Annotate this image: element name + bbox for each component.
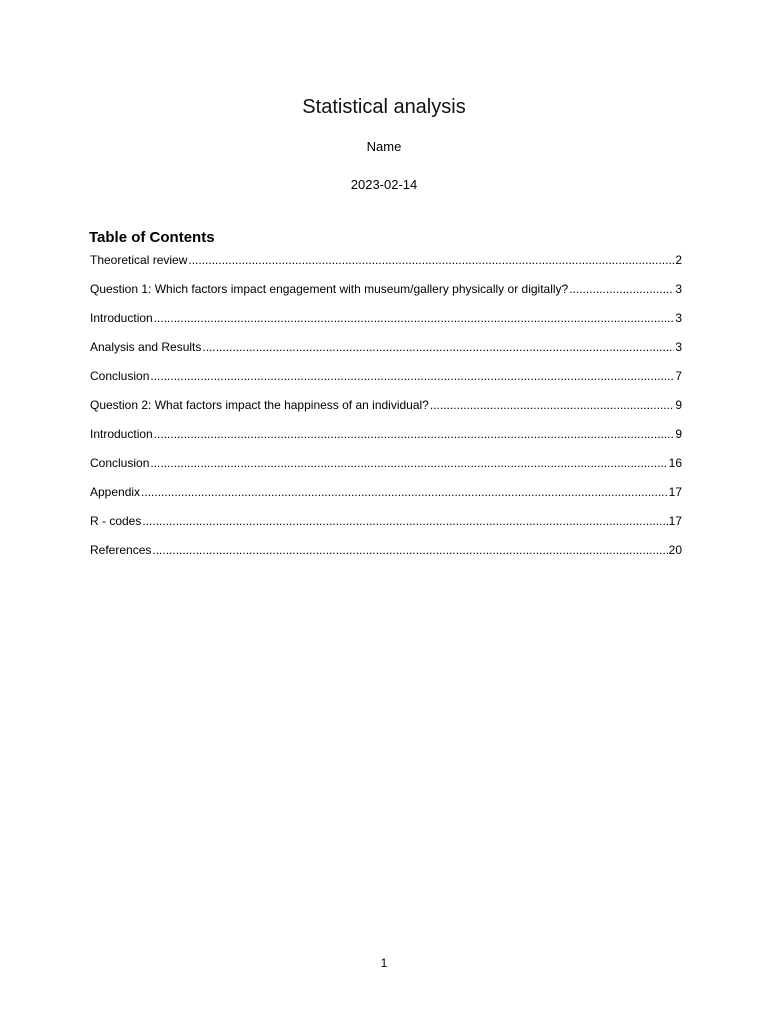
toc-dot-leader (188, 252, 674, 268)
toc-entry-label: Introduction (90, 427, 153, 441)
toc-entry-page: 3 (675, 311, 682, 325)
toc-entry-theoretical-review[interactable] (90, 252, 682, 281)
toc-dot-leader (150, 368, 674, 384)
toc-entry-page: 3 (675, 340, 682, 354)
toc-dot-leader (154, 426, 675, 442)
document-title: Statistical analysis (302, 96, 466, 118)
toc-entry-references[interactable] (90, 542, 682, 571)
toc-entry-question-2[interactable] (90, 397, 682, 426)
author-name: Name (366, 139, 402, 154)
toc-dot-leader (569, 281, 674, 297)
toc-entry-r-codes[interactable] (90, 513, 682, 542)
toc-entry-conclusion-1[interactable] (90, 368, 682, 397)
toc-entry-page: 9 (675, 427, 682, 441)
document-date: 2023-02-14 (350, 177, 418, 192)
toc-entry-page: 20 (668, 543, 682, 557)
toc-entry-page: 7 (675, 369, 682, 383)
toc-entry-label: Conclusion (90, 369, 150, 383)
toc-entry-label: Question 1: Which factors impact engagement with museum/gallery physically or digitally? (90, 282, 569, 296)
toc-entry-label: Introduction (90, 311, 153, 325)
toc-dot-leader (150, 455, 667, 471)
toc-dot-leader (141, 484, 668, 500)
toc-entry-page: 16 (668, 456, 682, 470)
toc-entry-page: 17 (668, 485, 682, 499)
toc-entry-appendix[interactable] (90, 484, 682, 513)
toc-entry-label: R - codes (90, 514, 142, 528)
toc-entry-introduction-2[interactable] (90, 426, 682, 455)
toc-dot-leader (202, 339, 674, 355)
toc-entry-page: 17 (668, 514, 682, 528)
toc-entry-page: 2 (675, 253, 682, 267)
toc-dot-leader (154, 310, 675, 326)
toc-entry-analysis-and-results[interactable] (90, 339, 682, 368)
table-of-contents (90, 252, 682, 571)
toc-entry-introduction-1[interactable] (90, 310, 682, 339)
toc-dot-leader (430, 397, 674, 413)
toc-dot-leader (142, 513, 667, 529)
toc-entry-label: Conclusion (90, 456, 150, 470)
toc-entry-page: 3 (675, 282, 682, 296)
page-number: 1 (380, 956, 388, 970)
toc-entry-label: Theoretical review (90, 253, 188, 267)
toc-entry-question-1[interactable] (90, 281, 682, 310)
toc-heading: Table of Contents (89, 229, 215, 246)
toc-entry-page: 9 (675, 398, 682, 412)
toc-entry-conclusion-2[interactable] (90, 455, 682, 484)
toc-entry-label: References (90, 543, 152, 557)
toc-dot-leader (152, 542, 667, 558)
toc-entry-label: Appendix (90, 485, 141, 499)
toc-entry-label: Question 2: What factors impact the happiness of an individual? (90, 398, 429, 412)
toc-entry-label: Analysis and Results (90, 340, 202, 354)
